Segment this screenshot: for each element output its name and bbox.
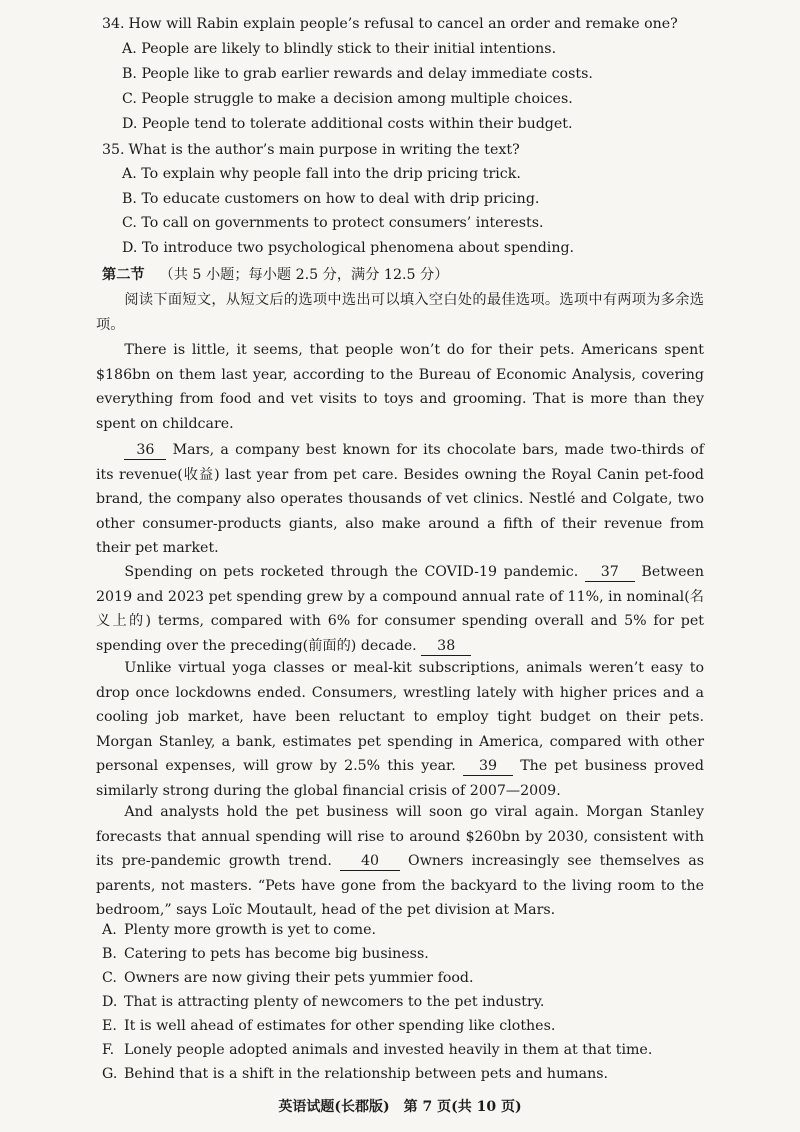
choice-label: A. (102, 922, 117, 938)
question-34-option-b (122, 66, 593, 82)
section-title: 第二节 (102, 267, 145, 283)
question-number: 35. (102, 142, 125, 158)
option-text: To educate customers on how to deal with drip pricing. (141, 191, 540, 207)
question-35-stem (102, 142, 520, 158)
choice-text: Plenty more growth is yet to come. (124, 922, 376, 938)
choice-text: Catering to pets has become big business. (124, 946, 429, 962)
paragraph-text: And analysts hold the pet business will soon go viral again. Morgan Stanley forecasts that annual spending will rise to around $260bn by 2030, consistent with its pre-pandemic growth trend. (96, 804, 704, 870)
question-34-stem (102, 16, 678, 32)
passage-paragraph-2 (96, 438, 704, 561)
choice-label: E. (102, 1018, 117, 1034)
page-footer (0, 1096, 800, 1116)
choice-e (102, 1018, 555, 1034)
option-label: B. (122, 191, 137, 207)
option-text: People like to grab earlier rewards and delay immediate costs. (141, 66, 593, 82)
question-35-option-c (122, 215, 544, 231)
choice-text: That is attracting plenty of newcomers to the pet industry. (124, 994, 545, 1010)
option-text: People are likely to blindly stick to their initial intentions. (141, 41, 557, 57)
choice-b (102, 946, 429, 962)
section-note: （共 5 小题；每小题 2.5 分，满分 12.5 分） (159, 267, 449, 283)
section-instruction: 阅读下面短文，从短文后的选项中选出可以填入空白处的最佳选项。选项中有两项为多余选项。 (96, 292, 704, 333)
choice-f (102, 1042, 652, 1058)
choice-label: D. (102, 994, 118, 1010)
paragraph-text: Between 2019 and 2023 pet spending grew by a compound annual rate of 11%, in nominal(名义上的) terms, compared with 6% for consumer spending overall and 5% for pet spending over the preceding(前面的) decade. (96, 564, 705, 654)
footer-page-number: 第 7 页(共 10 页) (403, 1099, 522, 1115)
option-text: People tend to tolerate additional costs within their budget. (141, 116, 573, 132)
option-text: To call on governments to protect consumers’ interests. (141, 215, 544, 231)
choice-text: Lonely people adopted animals and invested heavily in them at that time. (124, 1042, 653, 1058)
option-label: D. (122, 116, 138, 132)
choice-d (102, 994, 544, 1010)
option-label: A. (122, 41, 137, 57)
option-text: To explain why people fall into the drip pricing trick. (141, 166, 521, 182)
option-label: A. (122, 166, 137, 182)
blank-38: 38 (421, 637, 471, 656)
paragraph-text: The pet business proved similarly strong during the global financial crisis of 2007—2009. (96, 758, 705, 799)
choice-c (102, 970, 474, 986)
paragraph-text: Unlike virtual yoga classes or meal-kit subscriptions, animals weren’t easy to drop once lockdowns ended. Consumers, wrestling lately with higher prices and a cooling job market, have been reluctant to employ tight budget on their pets. Morgan Stanley, a bank, estimates pet spending in America, compared with other personal expenses, will grow by 2.5% this year. (96, 660, 704, 775)
choice-label: G. (102, 1066, 118, 1082)
choice-label: C. (102, 970, 117, 986)
option-text: People struggle to make a decision among multiple choices. (141, 91, 573, 107)
blank-40: 40 (340, 852, 400, 871)
choice-a (102, 922, 376, 938)
question-text: How will Rabin explain people’s refusal to cancel an order and remake one? (128, 16, 678, 32)
option-label: C. (122, 91, 137, 107)
choice-label: F. (102, 1042, 115, 1058)
paragraph-text: Mars, a company best known for its chocolate bars, made two-thirds of its revenue(收益) last year from pet care. Besides owning the Royal Canin pet-food brand, the company also operates thousands of vet clinics. Nestlé and Colgate, two other consumer-products giants, also make around a fifth of their revenue from their pet market. (96, 442, 704, 557)
choice-text: Behind that is a shift in the relationship between pets and humans. (124, 1066, 609, 1082)
section-heading (102, 264, 448, 284)
passage-paragraph-4 (96, 656, 704, 804)
passage-paragraph-1: There is little, it seems, that people won’t do for their pets. Americans spent $186bn on them last year, according to the Bureau of Economic Analysis, covering everything from food and vet visits to toys and grooming. That is more than they spent on childcare. (96, 342, 704, 432)
blank-36: 36 (124, 441, 166, 460)
question-34-option-c (122, 91, 573, 107)
option-label: D. (122, 240, 138, 256)
question-34-option-d (122, 116, 572, 132)
option-label: C. (122, 215, 137, 231)
paragraph-text: Spending on pets rocketed through the COVID-19 pandemic. (124, 564, 585, 580)
passage-paragraph-5 (96, 800, 704, 923)
question-text: What is the author’s main purpose in writing the text? (128, 142, 520, 158)
question-35-option-d (122, 240, 574, 256)
blank-39: 39 (463, 757, 513, 776)
option-label: B. (122, 66, 137, 82)
footer-subject: 英语试题(长郡版) (278, 1099, 390, 1115)
question-35-option-b (122, 191, 539, 207)
question-number: 34. (102, 16, 125, 32)
choice-g (102, 1066, 608, 1082)
choice-label: B. (102, 946, 117, 962)
paragraph-text: Owners increasingly see themselves as parents, not masters. “Pets have gone from the backyard to the living room to the bedroom,” says Loïc Moutault, head of the pet division at Mars. (96, 853, 704, 919)
choice-text: It is well ahead of estimates for other spending like clothes. (124, 1018, 556, 1034)
choice-text: Owners are now giving their pets yummier food. (124, 970, 474, 986)
question-35-option-a (122, 166, 521, 182)
passage-paragraph-3 (96, 560, 704, 658)
blank-37: 37 (585, 563, 635, 582)
question-34-option-a (122, 41, 556, 57)
option-text: To introduce two psychological phenomena about spending. (141, 240, 575, 256)
